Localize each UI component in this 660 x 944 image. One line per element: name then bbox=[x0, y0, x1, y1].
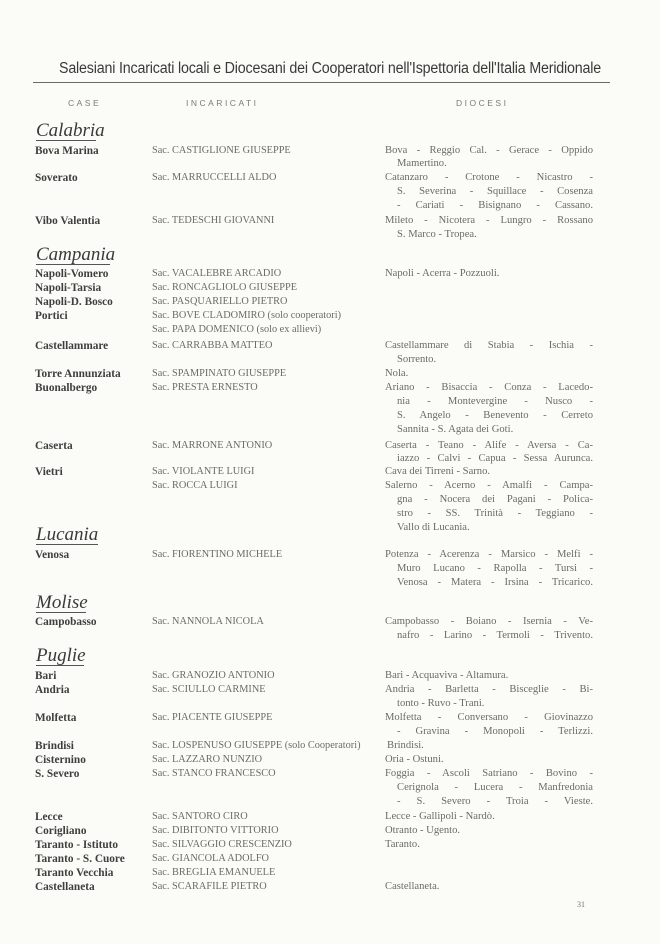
incaricato-name: Sac. SPAMPINATO GIUSEPPE bbox=[152, 368, 287, 379]
incaricato-name: Sac. TEDESCHI GIOVANNI bbox=[152, 215, 275, 226]
diocesi-text: Catanzaro - Crotone - Nicastro - bbox=[385, 172, 593, 183]
casa-name: Taranto - Istituto bbox=[35, 839, 119, 851]
casa-name: Brindisi bbox=[35, 740, 74, 752]
diocesi-text: - Cariati - Bisignano - Cassano. bbox=[397, 200, 593, 211]
title-divider bbox=[33, 82, 610, 83]
casa-name: Cisternino bbox=[35, 754, 86, 766]
diocesi-text: Caserta - Teano - Alife - Aversa - Ca- bbox=[385, 440, 593, 451]
diocesi-text: Bova - Reggio Cal. - Gerace - Oppido bbox=[385, 145, 593, 156]
region-divider bbox=[36, 264, 110, 265]
casa-name: Torre Annunziata bbox=[35, 368, 121, 380]
incaricato-name: Sac. PAPA DOMENICO (solo ex allievi) bbox=[152, 324, 322, 335]
casa-name: Castellammare bbox=[35, 340, 109, 352]
incaricato-name: Sac. BOVE CLADOMIRO (solo cooperatori) bbox=[152, 310, 342, 321]
diocesi-text: Muro Lucano - Rapolla - Tursi - bbox=[397, 563, 593, 574]
region-divider bbox=[36, 140, 96, 141]
diocesi-text: Foggia - Ascoli Satriano - Bovino - bbox=[385, 768, 593, 779]
diocesi-text: Oria - Ostuni. bbox=[385, 754, 444, 765]
casa-name: Andria bbox=[35, 684, 70, 696]
region-puglie: Puglie bbox=[36, 645, 86, 666]
diocesi-text: S. Severina - Squillace - Cosenza bbox=[397, 186, 593, 197]
incaricato-name: Sac. SCIULLO CARMINE bbox=[152, 684, 266, 695]
incaricato-name: Sac. PIACENTE GIUSEPPE bbox=[152, 712, 273, 723]
incaricato-name: Sac. LAZZARO NUNZIO bbox=[152, 754, 263, 765]
diocesi-text: Taranto. bbox=[385, 839, 420, 850]
diocesi-text: Molfetta - Conversano - Giovinazzo bbox=[385, 712, 593, 723]
diocesi-text: Potenza - Acerenza - Marsico - Melfi - bbox=[385, 549, 593, 560]
diocesi-text: Mamertino. bbox=[397, 158, 447, 169]
column-header-diocesi: DIOCESI bbox=[456, 98, 509, 108]
incaricato-name: Sac. STANCO FRANCESCO bbox=[152, 768, 276, 779]
incaricato-name: Sac. NANNOLA NICOLA bbox=[152, 616, 264, 627]
casa-name: Napoli-Vomero bbox=[35, 268, 109, 280]
page-number: 31 bbox=[577, 900, 585, 909]
region-campania: Campania bbox=[36, 244, 116, 265]
casa-name: Vietri bbox=[35, 466, 63, 478]
diocesi-text: Nola. bbox=[385, 368, 409, 379]
column-header-case: CASE bbox=[68, 98, 102, 108]
diocesi-text: Andria - Barletta - Bisceglie - Bi- bbox=[385, 684, 593, 695]
diocesi-text: S. Angelo - Benevento - Cerreto bbox=[397, 410, 593, 421]
diocesi-text: gna - Nocera dei Pagani - Polica- bbox=[397, 494, 593, 505]
diocesi-text: Bari - Acquaviva - Altamura. bbox=[385, 670, 509, 681]
casa-name: Campobasso bbox=[35, 616, 97, 628]
diocesi-text: Otranto - Ugento. bbox=[385, 825, 461, 836]
incaricato-name: Sac. CARRABBA MATTEO bbox=[152, 340, 273, 351]
diocesi-text: Sorrento. bbox=[397, 354, 437, 365]
casa-name: Napoli-Tarsia bbox=[35, 282, 102, 294]
diocesi-text: - Gravina - Monopoli - Terlizzi. bbox=[397, 726, 593, 737]
casa-name: Taranto Vecchia bbox=[35, 867, 114, 879]
region-molise: Molise bbox=[36, 592, 88, 613]
diocesi-text: Venosa - Matera - Irsina - Tricarico. bbox=[397, 577, 593, 588]
casa-name: Corigliano bbox=[35, 825, 87, 837]
casa-name: Taranto - S. Cuore bbox=[35, 853, 125, 865]
incaricato-name: Sac. LOSPENUSO GIUSEPPE (solo Cooperatori) bbox=[152, 740, 361, 751]
incaricato-name: Sac. SANTORO CIRO bbox=[152, 811, 248, 822]
incaricato-name: Sac. PRESTA ERNESTO bbox=[152, 382, 258, 393]
casa-name: Vibo Valentia bbox=[35, 215, 101, 227]
incaricato-name: Sac. RONCAGLIOLO GIUSEPPE bbox=[152, 282, 298, 293]
incaricato-name: Sac. CASTIGLIONE GIUSEPPE bbox=[152, 145, 291, 156]
casa-name: Buonalbergo bbox=[35, 382, 98, 394]
column-header-incaricati: INCARICATI bbox=[186, 98, 259, 108]
incaricato-name: Sac. VIOLANTE LUIGI bbox=[152, 466, 255, 477]
casa-name: Venosa bbox=[35, 549, 70, 561]
diocesi-text: Salerno - Acerno - Amalfi - Campa- bbox=[385, 480, 593, 491]
incaricato-name: Sac. VACALEBRE ARCADIO bbox=[152, 268, 282, 279]
casa-name: Bova Marina bbox=[35, 145, 99, 157]
diocesi-text: Cerignola - Lucera - Manfredonia bbox=[397, 782, 593, 793]
incaricato-name: Sac. GIANCOLA ADOLFO bbox=[152, 853, 269, 864]
casa-name: Castellaneta bbox=[35, 881, 95, 893]
diocesi-text: stro - SS. Trinità - Teggiano - bbox=[397, 508, 593, 519]
casa-name: Soverato bbox=[35, 172, 78, 184]
diocesi-text: tonto - Ruvo - Trani. bbox=[397, 698, 485, 709]
region-divider bbox=[36, 612, 86, 613]
incaricato-name: Sac. DIBITONTO VITTORIO bbox=[152, 825, 279, 836]
region-lucania: Lucania bbox=[36, 524, 99, 545]
incaricato-name: Sac. SILVAGGIO CRESCENZIO bbox=[152, 839, 292, 850]
diocesi-text: Lecce - Gallipoli - Nardò. bbox=[385, 811, 495, 822]
diocesi-text: Mileto - Nicotera - Lungro - Rossano bbox=[385, 215, 593, 226]
region-divider bbox=[36, 544, 98, 545]
diocesi-text: Campobasso - Boiano - Isernia - Ve- bbox=[385, 616, 593, 627]
page-title: Salesiani Incaricati locali e Diocesani dei Cooperatori nell'Ispettoria dell'Italia Meridionale bbox=[58, 60, 602, 77]
casa-name: Molfetta bbox=[35, 712, 77, 724]
region-divider bbox=[36, 665, 84, 666]
incaricato-name: Sac. PASQUARIELLO PIETRO bbox=[152, 296, 288, 307]
incaricato-name: Sac. BREGLIA EMANUELE bbox=[152, 867, 276, 878]
diocesi-text: iazzo - Calvi - Capua - Sessa Aurunca. bbox=[397, 453, 593, 464]
diocesi-text: - S. Severo - Troia - Vieste. bbox=[397, 796, 593, 807]
diocesi-text: Sannita - S. Agata dei Goti. bbox=[397, 424, 514, 435]
incaricato-name: Sac. MARRUCCELLI ALDO bbox=[152, 172, 277, 183]
region-calabria: Calabria bbox=[36, 120, 105, 141]
incaricato-name: Sac. FIORENTINO MICHELE bbox=[152, 549, 283, 560]
diocesi-text: Cava dei Tirreni - Sarno. bbox=[385, 466, 491, 477]
incaricato-name: Sac. SCARAFILE PIETRO bbox=[152, 881, 267, 892]
incaricato-name: Sac. ROCCA LUIGI bbox=[152, 480, 238, 491]
diocesi-text: nafro - Larino - Termoli - Trivento. bbox=[397, 630, 593, 641]
incaricato-name: Sac. MARRONE ANTONIO bbox=[152, 440, 273, 451]
diocesi-text: S. Marco - Tropea. bbox=[397, 229, 477, 240]
casa-name: Lecce bbox=[35, 811, 63, 823]
casa-name: S. Severo bbox=[35, 768, 80, 780]
casa-name: Caserta bbox=[35, 440, 73, 452]
diocesi-text: Brindisi. bbox=[387, 740, 424, 751]
diocesi-text: nia - Montevergine - Nusco - bbox=[397, 396, 593, 407]
incaricato-name: Sac. GRANOZIO ANTONIO bbox=[152, 670, 275, 681]
casa-name: Portici bbox=[35, 310, 68, 322]
diocesi-text: Castellaneta. bbox=[385, 881, 440, 892]
diocesi-text: Ariano - Bisaccia - Conza - Lacedo- bbox=[385, 382, 593, 393]
diocesi-text: Napoli - Acerra - Pozzuoli. bbox=[385, 268, 500, 279]
diocesi-text: Castellammare di Stabia - Ischia - bbox=[385, 340, 593, 351]
casa-name: Bari bbox=[35, 670, 57, 682]
casa-name: Napoli-D. Bosco bbox=[35, 296, 113, 308]
diocesi-text: Vallo di Lucania. bbox=[397, 522, 470, 533]
